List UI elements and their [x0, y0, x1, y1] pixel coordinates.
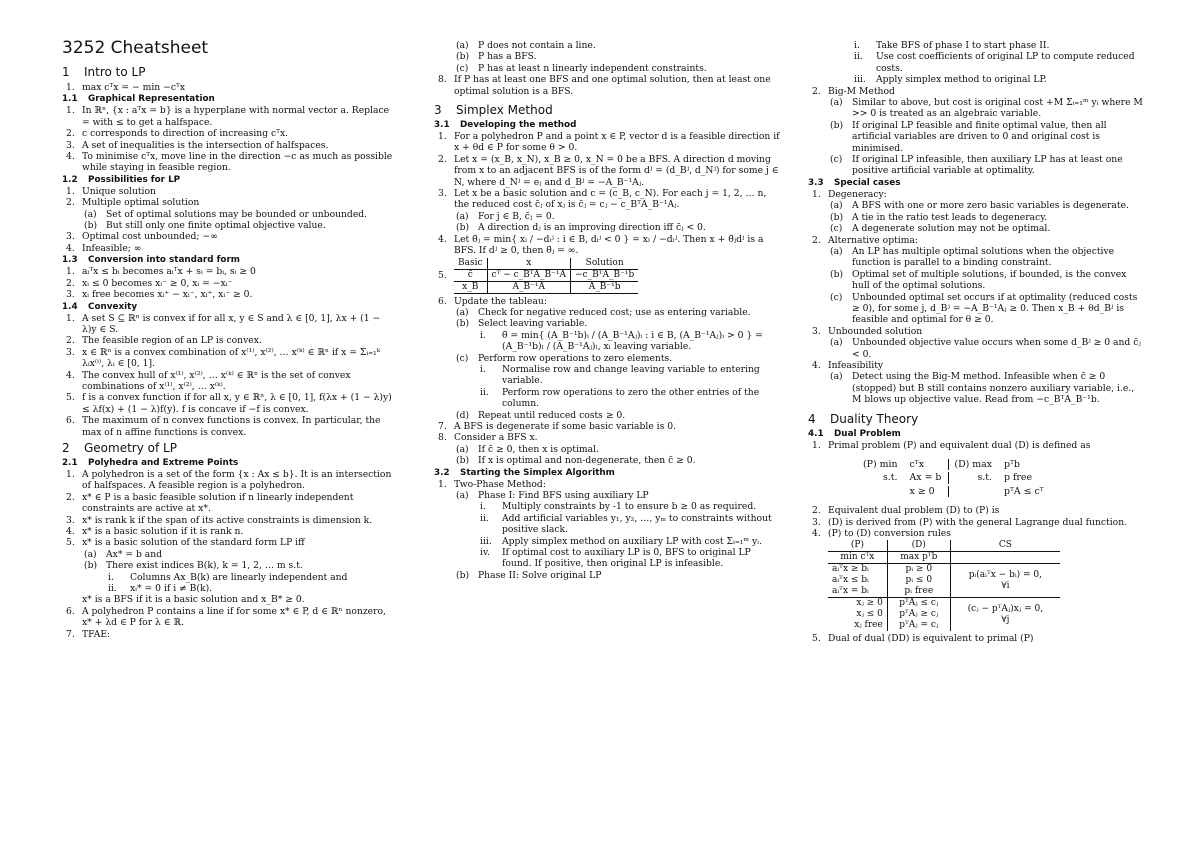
list-item: 1. aᵢᵀx ≤ bᵢ becomes aᵢᵀx + sᵢ = bᵢ, sᵢ ≥ 0 — [66, 266, 256, 278]
list-subitem: (b) There exist indices B(k), k = 1, 2, … m s.t. — [84, 560, 303, 572]
section-2-heading: 2 Geometry of LP — [62, 440, 177, 455]
list-subitem: (b) Phase II: Solve original LP — [456, 569, 602, 581]
list-subitem: (a) Detect using the Big-M method. Infeasible when c̄ ≥ 0 (stopped) but B still contains nonzero auxiliary variable, i.e., M blows up objective value. Read from −c_BᵀA_B⁻¹b. — [830, 371, 1135, 406]
list-item: 3. (D) is derived from (P) with the general Lagrange dual function. — [812, 516, 1128, 528]
list-item: 4. The convex hull of x⁽¹⁾, x⁽²⁾, … x⁽ᵏ⁾ ∈ ℝⁿ is the set of convex combinations of x⁽¹⁾, x⁽²⁾, … x⁽ᵏ⁾. — [66, 369, 351, 392]
subsection-4-1-heading: 4.1 Dual Problem — [808, 428, 901, 439]
page-title: 3252 Cheatsheet — [62, 38, 209, 58]
tableau-header-cell: x — [487, 258, 571, 270]
subsection-3-3-heading: 3.3 Special cases — [808, 177, 901, 188]
list-item: 3. xᵢ free becomes xᵢ⁺ − xᵢ⁻, xᵢ⁺, xᵢ⁻ ≥ 0. — [66, 289, 253, 301]
list-subitem: (b) Select leaving variable. — [456, 318, 588, 330]
rules-cell: pᵀAⱼ ≥ cⱼ — [887, 609, 950, 620]
rules-cs-cell: pᵢ(aᵢᵀx − bᵢ) = 0, ∀i — [950, 564, 1060, 598]
list-subitem: (c) Perform row operations to zero elements. — [456, 352, 673, 364]
list-item: 1. Two-Phase Method: — [438, 478, 546, 490]
column-1 — [62, 38, 397, 640]
rules-cell: pᵢ ≤ 0 — [887, 575, 950, 586]
subsection-3-2-heading: 3.2 Starting the Simplex Algorithm — [434, 467, 615, 478]
list-subitem: (b) Optimal set of multiple solutions, if bounded, is the convex hull of the optimal solutions. — [830, 268, 1127, 292]
list-subsubitem: ii. Use cost coefficients of original LP to compute reduced costs. — [854, 51, 1135, 74]
list-item: 6. A polyhedron P contains a line if for some x* ∈ P, d ∈ ℝⁿ nonzero, x* + λd ∈ P for λ ∈ ℝ. — [66, 605, 386, 629]
list-subitem: (c) A degenerate solution may not be optimal. — [830, 223, 1051, 235]
list-item: 4. Infeasible; ∞ — [66, 242, 142, 254]
list-item: 3. x ∈ ℝⁿ is a convex combination of x⁽¹⁾, x⁽²⁾, … x⁽ᵏ⁾ ∈ ℝⁿ if x = Σᵢ₌₁ᵏ λᵢx⁽ⁱ⁾, λᵢ ∈ [0, 1]. — [66, 346, 381, 370]
list-subsubitem: iii. Apply simplex method to original LP. — [854, 74, 1047, 86]
list-subitem: (a) If c̄ ≥ 0, then x is optimal. — [456, 443, 599, 455]
list-item: 2. Alternative optima: — [812, 234, 918, 246]
list-item: 4. x* is a basic solution if it is rank n. — [66, 526, 244, 537]
primal-objective: cᵀx — [909, 459, 925, 470]
subsection-1-4-heading: 1.4 Convexity — [62, 301, 138, 312]
rules-cell: pᵀAⱼ ≤ cⱼ — [887, 598, 950, 610]
tableau-cell: A_B⁻¹b — [571, 281, 639, 293]
list-item: 6. The maximum of n convex functions is convex. In particular, the max of n affine functions is convex. — [66, 415, 381, 438]
rules-cell: pᵢ free — [887, 586, 950, 598]
tableau-table — [454, 258, 638, 294]
rules-cell: aᵢᵀx ≤ bᵢ — [832, 575, 869, 586]
list-item: 4. Infeasibility — [812, 359, 884, 371]
list-item: 3. A set of inequalities is the intersection of halfspaces. — [66, 139, 329, 151]
list-subsubitem: ii. Perform row operations to zero the other entries of the column. — [480, 386, 760, 410]
list-subitem: (b) If x is optimal and non-degenerate, then c̄ ≥ 0. — [456, 455, 696, 467]
primal-constraint: x ≥ 0 — [909, 485, 935, 497]
list-item: 6. Update the tableau: — [438, 295, 547, 307]
rules-cell — [950, 552, 1060, 564]
list-subitem: (a) For j ∈ B, c̄ⱼ = 0. — [456, 210, 555, 222]
dual-st: s.t. — [948, 472, 997, 483]
list-item: 8. Consider a BFS x. — [438, 432, 538, 444]
rules-header-cell: (D) — [887, 540, 950, 552]
column-2 — [434, 40, 780, 581]
rules-cell: max pᵀb — [887, 552, 950, 564]
subsection-1-1-heading: 1.1 Graphical Representation — [62, 94, 215, 105]
rules-cell: xⱼ ≥ 0 — [828, 598, 887, 610]
list-item: 7. A BFS is degenerate if some basic variable is 0. — [438, 420, 677, 432]
list-item: 2. Big-M Method — [812, 85, 895, 97]
list-item: 4. Let θ̄ⱼ = min{ xᵢ / −dᵢʲ : i ∈ B, dᵢʲ < 0 } = xₗ / −dₗʲ. Then x + θ̄ⱼdʲ is a BFS. If dʲ ≥ 0, then θ̄ⱼ = ∞. — [438, 233, 764, 257]
list-continuation: x* is a BFS if it is a basic solution and x_B* ≥ 0. — [82, 594, 305, 606]
list-item: 7. TFAE: — [66, 628, 111, 640]
list-subitem: (a) Unbounded objective value occurs when some d_Bʲ ≥ 0 and c̄ⱼ < 0. — [830, 337, 1141, 360]
dual-constraint: p free — [1003, 472, 1033, 484]
dual-label: (D) max — [948, 459, 997, 470]
rules-cell: min cᵀx — [828, 552, 887, 564]
list-subitem: (a) Check for negative reduced cost; use as entering variable. — [456, 306, 751, 318]
tableau-cell: cᵀ − c_BᵀA_B⁻¹A — [487, 269, 571, 281]
dual-constraint: pᵀA ≤ cᵀ — [1003, 485, 1044, 497]
rules-header-cell: (P) — [828, 540, 887, 552]
list-item: 4. (P) to (D) conversion rules — [812, 528, 951, 540]
list-subitem: (b) A direction dⱼ is an improving direction iff c̄ⱼ < 0. — [456, 222, 706, 234]
list-subitem: (a) Similar to above, but cost is original cost +M Σᵢ₌₁ᵐ yᵢ where M >> 0 is treated as an algebraic variable. — [830, 97, 1143, 120]
tableau-cell: A_B⁻¹A — [487, 281, 571, 293]
list-item: 1. Primal problem (P) and equivalent dual (D) is defined as — [812, 439, 1091, 451]
list-item: 2. c corresponds to direction of increasing cᵀx. — [66, 128, 289, 140]
rules-cell: pᵢ ≥ 0 — [887, 564, 950, 576]
list-item: 1. A set S ⊆ ℝⁿ is convex if for all x, y ∈ S and λ ∈ [0, 1], λx + (1 − λ)y ∈ S. — [66, 312, 381, 335]
list-item: 5. Dual of dual (DD) is equivalent to primal (P) — [812, 633, 1034, 645]
list-subitem: (b) If original LP feasible and finite optimal value, then all artificial variables are driven to 0 and original cost is minimised. — [830, 119, 1107, 154]
list-item: 2. The feasible region of an LP is convex. — [66, 335, 262, 347]
rules-header-cell: CS — [950, 540, 1060, 552]
list-subitem: (a) Phase I: Find BFS using auxiliary LP — [456, 490, 649, 501]
list-item: 1. In ℝⁿ, {x : aᵀx = b} is a hyperplane with normal vector a. Replace = with ≤ to get a halfspace. — [66, 105, 390, 128]
list-subsubitem: i. Columns Ax_B(k) are linearly independent and — [108, 571, 348, 583]
primal-constraint: Ax = b — [909, 472, 942, 484]
list-item: 1. For a polyhedron P and a point x ∈ P, vector d is a feasible direction if x + θd ∈ P for some θ > 0. — [438, 131, 780, 154]
rules-cell: aᵢᵀx ≥ bᵢ — [832, 564, 869, 575]
list-subitem: (c) P has at least n linearly independent constraints. — [456, 62, 707, 74]
list-subitem: (c) Unbounded optimal set occurs if at optimality (reduced costs ≥ 0), for some j, d_Bʲ = −A_B⁻¹Aⱼ ≥ 0. Then x_B + θd_Bʲ is feasible and optimal for θ ≥ 0. — [830, 291, 1138, 326]
tableau-cell: x_B — [454, 281, 487, 293]
list-item: 3. Unbounded solution — [812, 325, 923, 337]
tableau-cell: −c_BᵀA_B⁻¹b — [571, 269, 639, 281]
list-subsubitem: i. Normalise row and change leaving variable to entering variable. — [480, 363, 760, 387]
list-subitem: (a) Set of optimal solutions may be bounded or unbounded. — [84, 208, 368, 220]
list-item: 5. x* is a basic solution of the standard form LP iff — [66, 537, 305, 549]
primal-label: (P) min — [863, 459, 898, 470]
primal-st: s.t. — [882, 472, 898, 484]
list-item: 1. Degeneracy: — [812, 188, 887, 200]
list-subsubitem: i. Take BFS of phase I to start phase II. — [854, 40, 1050, 51]
list-item: 2. x* ∈ P is a basic feasible solution if n linearly independent constraints are active at x*. — [66, 491, 354, 515]
list-item: 2. Equivalent dual problem (D) to (P) is — [812, 505, 1000, 517]
conversion-rules-table — [828, 540, 1060, 631]
list-subitem: (b) P has a BFS. — [456, 51, 537, 63]
list-subitem: (a) P does not contain a line. — [456, 40, 596, 51]
primal-dual-definition — [856, 457, 1051, 499]
tableau-cell: c̄ — [454, 269, 487, 281]
tableau-header-cell: Basic — [454, 258, 487, 270]
rules-cs-cell: (cⱼ − pᵀAⱼ)xⱼ = 0, ∀j — [950, 598, 1060, 632]
dual-objective: pᵀb — [1003, 459, 1020, 470]
tableau-header-cell: Solution — [571, 258, 639, 270]
rules-cell: pᵀAⱼ = cⱼ — [887, 620, 950, 631]
list-subitem: (b) But still only one finite optimal objective value. — [84, 220, 326, 232]
list-subitem: (d) Repeat until reduced costs ≥ 0. — [456, 409, 626, 421]
list-item: 5. f is a convex function if for all x, y ∈ ℝⁿ, λ ∈ [0, 1], f(λx + (1 − λ)y) ≤ λf(x) + (1 − λ)f(y). f is concave if −f is convex. — [66, 392, 392, 415]
list-item: 2. Multiple optimal solution — [66, 197, 200, 209]
list-item: 3. Optimal cost unbounded; −∞ — [66, 231, 218, 243]
simplex-tableau: 5. Basic x Solution c̄ cᵀ − c_BᵀA_B⁻¹A −c_BᵀA_B⁻¹b x_B A_B⁻¹A A_B⁻¹b — [434, 258, 780, 294]
section-1-heading: 1 Intro to LP — [62, 65, 146, 79]
list-subsubitem: i. θ̄ = min{ (A_B⁻¹b)ᵢ / (A_B⁻¹Aⱼ)ᵢ : i ∈ B, (A_B⁻¹Aⱼ)ᵢ > 0 } = (A_B⁻¹b)ₗ / (A_B⁻¹Aⱼ)ₗ, xₗ leaving variable. — [480, 329, 763, 353]
list-item: 1. Unique solution — [66, 185, 156, 197]
subsection-1-3-heading: 1.3 Conversion into standard form — [62, 255, 240, 266]
list-subitem: (a) Ax* = b and — [84, 548, 163, 560]
list-item: 2. xᵢ ≤ 0 becomes xᵢ⁻ ≥ 0, xᵢ = −xᵢ⁻ — [66, 277, 233, 289]
list-item: 3. Let x be a basic solution and c = (c_B, c_N). For each j = 1, 2, … n, the reduced cost c̄ⱼ of xⱼ is c̄ⱼ = cⱼ − c_BᵀA_B⁻¹Aⱼ. — [438, 188, 767, 211]
column-3 — [808, 40, 1146, 645]
rules-cell: xⱼ free — [854, 620, 883, 631]
subsection-2-1-heading: 2.1 Polyhedra and Extreme Points — [62, 457, 239, 468]
section-4-heading: 4 Duality Theory — [808, 411, 919, 426]
list-item: 1. max cᵀx = − min −cᵀx — [66, 82, 186, 93]
list-subsubitem: iv. If optimal cost to auxiliary LP is 0, BFS to original LP found. If positive, then original LP is infeasible. — [480, 547, 751, 570]
subsection-3-1-heading: 3.1 Developing the method — [434, 120, 577, 131]
rules-cell: xⱼ ≤ 0 — [856, 609, 883, 620]
subsection-1-2-heading: 1.2 Possibilities for LP — [62, 174, 181, 185]
list-subitem: (b) A tie in the ratio test leads to degeneracy. — [830, 211, 1048, 223]
list-subitem: (a) An LP has multiple optimal solutions when the objective function is parallel to a binding constraint. — [830, 245, 1115, 269]
list-subitem: (a) A BFS with one or more zero basic variables is degenerate. — [830, 200, 1129, 212]
list-item: 8. If P has at least one BFS and one optimal solution, then at least one optimal solution is a BFS. — [438, 74, 771, 97]
list-subsubitem: iii. Apply simplex method on auxiliary LP with cost Σᵢ₌₁ᵐ yᵢ. — [480, 535, 762, 547]
list-subsubitem: ii. xᵢ* = 0 if i ≠ B(k). — [108, 583, 213, 595]
list-item: 4. To minimise cᵀx, move line in the direction −c as much as possible while staying in feasible region. — [66, 151, 393, 174]
list-subitem: (c) If original LP infeasible, then auxiliary LP has at least one positive artificial variable at optimality. — [830, 154, 1123, 177]
section-3-heading: 3 Simplex Method — [434, 103, 553, 118]
list-subsubitem: i. Multiply constraints by -1 to ensure b ≥ 0 as required. — [480, 501, 757, 513]
list-subsubitem: ii. Add artificial variables y₁, y₂, …, yₘ to constraints without positive slack. — [480, 512, 772, 536]
rules-cell: aᵢᵀx = bᵢ — [828, 586, 887, 598]
list-item: 3. x* is rank k if the span of its active constraints is dimension k. — [66, 514, 373, 526]
list-item: 2. Let x = (x_B, x_N), x_B ≥ 0, x_N = 0 be a BFS. A direction d moving from x to an adjacent BFS is of the form dʲ = (d_Bʲ, d_Nʲ) for some j ∈ N, where d_Nʲ = eⱼ and d_Bʲ = −A_B⁻¹Aⱼ. — [438, 153, 779, 188]
list-item: 1. A polyhedron is a set of the form {x : Ax ≤ b}. It is an intersection of halfspaces. A feasible region is a polyhedron. — [66, 468, 392, 492]
